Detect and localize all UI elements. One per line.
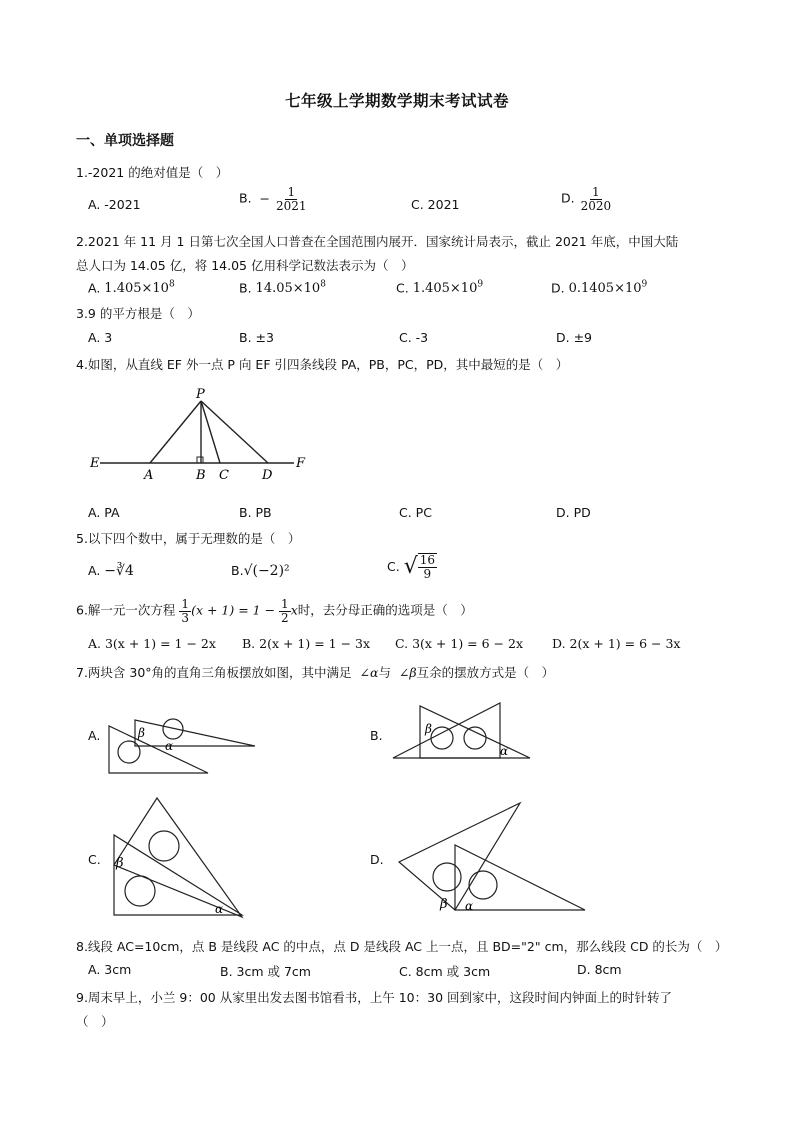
section-heading: 一、单项选择题 — [76, 133, 174, 149]
question-1-stem: 1.-2021 的绝对值是（ ） — [76, 165, 229, 180]
right-angle-mark — [197, 457, 203, 463]
q4-line-figure — [86, 385, 316, 485]
q3-option-a[interactable]: A. 3 — [88, 330, 113, 345]
svg-text:β: β — [138, 726, 145, 740]
q5-option-b[interactable]: B.√(−2)² — [231, 563, 290, 579]
q3-option-d[interactable]: D. ±9 — [556, 330, 592, 345]
fraction: $\frac{1}{2020}$ — [580, 185, 612, 213]
q4-option-a[interactable]: A. PA — [88, 505, 120, 520]
q6-option-b[interactable]: B. 2(x + 1) = 1 − 3x — [242, 636, 371, 651]
question-5-stem: 5.以下四个数中，属于无理数的是（ ） — [76, 531, 301, 546]
svg-text:α: α — [165, 739, 174, 753]
q5-option-c[interactable]: C. √ $\frac{16}{9}$ — [387, 553, 435, 581]
label-p: P — [196, 387, 205, 402]
question-9-stem-line2: （ ） — [76, 1014, 114, 1029]
label-f: F — [296, 456, 306, 471]
q6-option-d[interactable]: D. 2(x + 1) = 6 − 3x — [552, 636, 681, 651]
q7-figure-c — [110, 795, 250, 920]
q6-option-a[interactable]: A. 3(x + 1) = 1 − 2x — [88, 636, 216, 651]
q8-option-b[interactable]: B. 3cm 或 7cm — [220, 964, 311, 979]
q7-option-d[interactable]: D. — [370, 852, 384, 867]
question-2-stem-line2: 总人口为 14.05 亿，将 14.05 亿用科学记数法表示为（ ） — [76, 258, 414, 273]
q1-option-a[interactable]: A. -2021 — [88, 197, 141, 212]
question-8-stem: 8.线段 AC=10cm，点 B 是线段 AC 的中点，点 D 是线段 AC 上一点，且 BD="2" cm，那么线段 CD 的长为（ ） — [76, 939, 728, 954]
question-3-stem: 3.9 的平方根是（ ） — [76, 306, 200, 321]
q3-option-c[interactable]: C. -3 — [399, 330, 429, 345]
q6-option-c[interactable]: C. 3(x + 1) = 6 − 2x — [395, 636, 523, 651]
q7-option-c[interactable]: C. — [88, 852, 101, 867]
q3-option-b[interactable]: B. ±3 — [239, 330, 274, 345]
q7-option-b[interactable]: B. — [370, 728, 383, 743]
q2-option-a[interactable]: A. $1.405\times 10^8$ — [88, 280, 175, 297]
q1-option-b[interactable]: B. − $\frac{1}{2021}$ — [239, 185, 307, 213]
segment-pa — [150, 401, 201, 463]
question-9-stem-line1: 9.周末早上，小兰 9：00 从家里出发去图书馆看书，上午 10：30 回到家中，这段时间内钟面上的时针转了 — [76, 990, 672, 1005]
label-d: D — [262, 468, 273, 483]
label-a: A — [144, 468, 154, 483]
fraction: $\frac{1}{2021}$ — [276, 185, 307, 213]
svg-text:α: α — [465, 899, 474, 913]
q7-option-a[interactable]: A. — [88, 728, 101, 743]
label-e: E — [90, 456, 100, 471]
svg-text:β: β — [425, 722, 432, 736]
q2-option-d[interactable]: D. $0.1405\times 10^9$ — [551, 280, 648, 297]
q2-option-b[interactable]: B. $14.05\times 10^8$ — [239, 280, 326, 297]
q7-figure-d — [395, 800, 595, 915]
fraction: $\frac{16}{9}$ — [419, 553, 435, 581]
question-4-stem: 4.如图，从直线 EF 外一点 P 向 EF 引四条线段 PA，PB，PC，PD，其中最短的是（ ） — [76, 357, 569, 372]
fraction: $\frac{1}{3}$ — [181, 597, 190, 625]
q4-option-b[interactable]: B. PB — [239, 505, 272, 520]
q4-option-d[interactable]: D. PD — [556, 505, 591, 520]
svg-text:α: α — [500, 744, 509, 758]
page-title: 七年级上学期数学期末考试试卷 — [284, 92, 509, 110]
q8-option-a[interactable]: A. 3cm — [88, 962, 132, 977]
q8-option-c[interactable]: C. 8cm 或 3cm — [399, 964, 491, 979]
svg-text:β: β — [116, 856, 124, 871]
q7-figure-a — [105, 700, 265, 780]
q2-option-c[interactable]: C. $1.405\times 10^9$ — [396, 280, 484, 297]
question-7-stem: 7.两块含 30°角的直角三角板摆放如图，其中满足 ∠α与 ∠β互余的摆放方式是（ ） — [76, 665, 555, 680]
question-6-stem: 6.解一元一次方程 $\frac{1}{3}$ (x + 1) = 1 − $\frac{1}{2}$ x时，去分母正确的选项是（ ） — [76, 597, 473, 625]
svg-text:α: α — [215, 902, 224, 916]
q5-option-a[interactable]: A. −∛4 — [88, 563, 134, 579]
question-2-stem-line1: 2.2021 年 11 月 1 日第七次全国人口普查在全国范围内展开．国家统计局表示，截止 2021 年底，中国大陆 — [76, 234, 679, 249]
q1-option-d[interactable]: D. $\frac{1}{2020}$ — [561, 185, 612, 213]
q7-figure-b — [385, 698, 535, 764]
label-c: C — [219, 468, 229, 483]
q1-option-c[interactable]: C. 2021 — [411, 197, 460, 212]
label-b: B — [196, 468, 206, 483]
q8-option-d[interactable]: D. 8cm — [577, 962, 622, 977]
fraction: $\frac{1}{2}$ — [281, 597, 289, 625]
svg-text:β: β — [440, 897, 448, 912]
q4-option-c[interactable]: C. PC — [399, 505, 432, 520]
